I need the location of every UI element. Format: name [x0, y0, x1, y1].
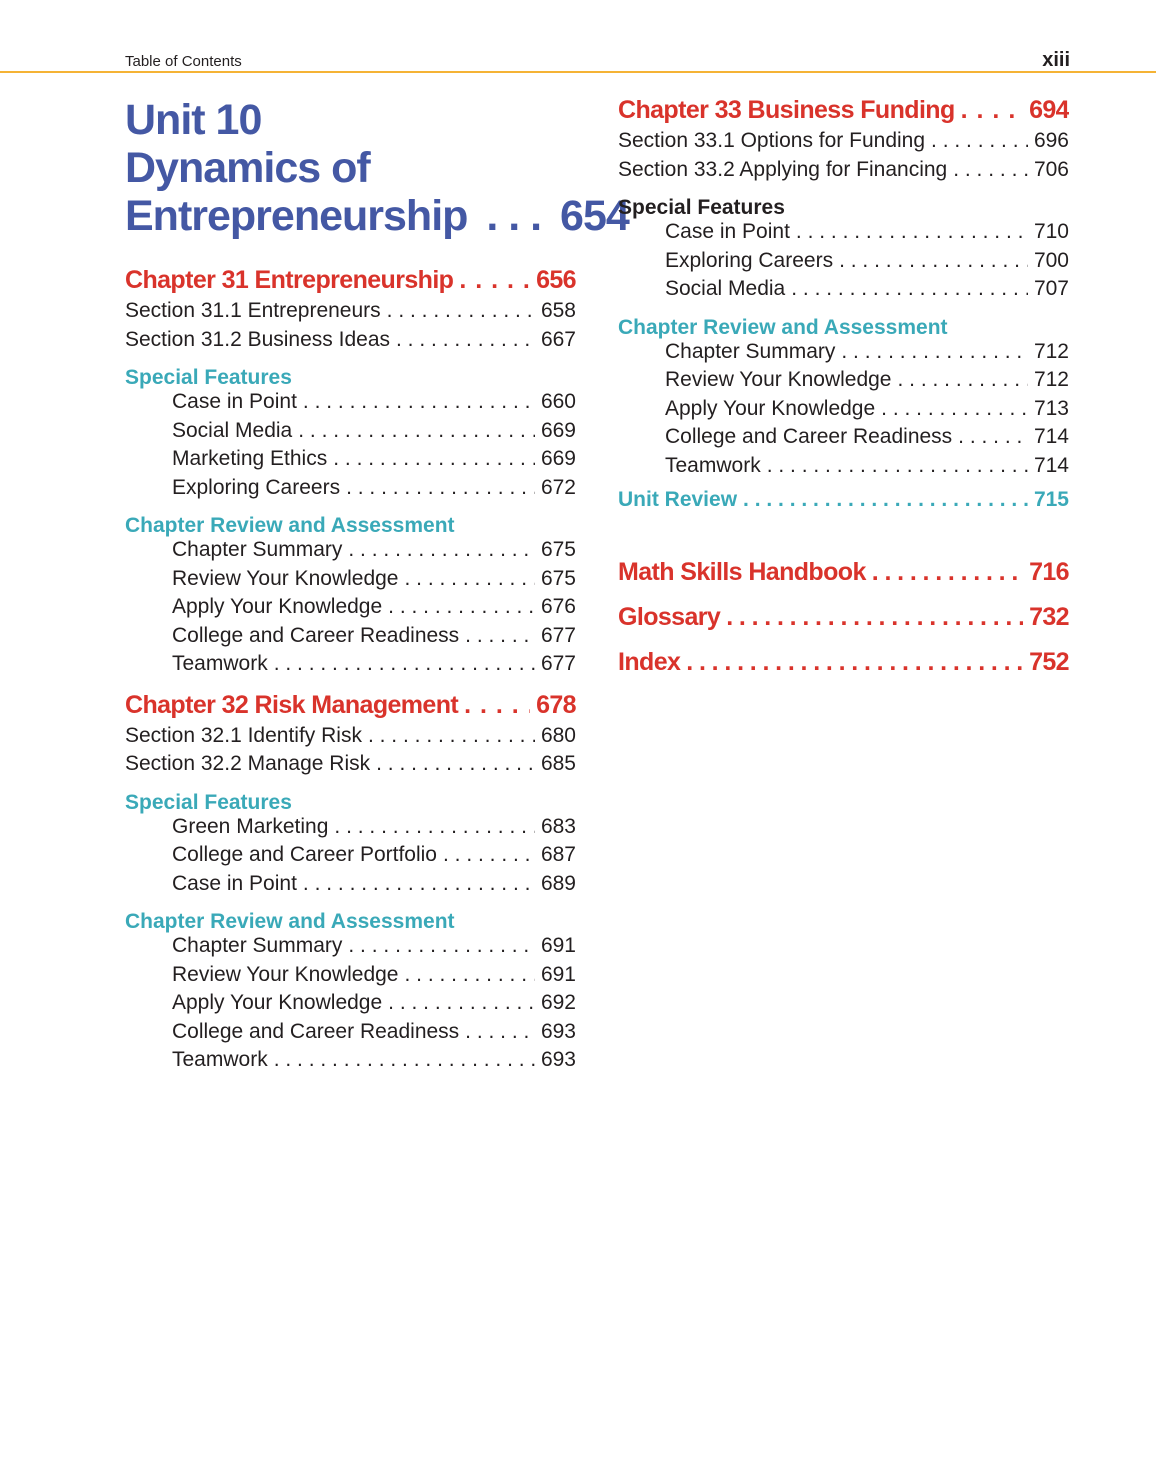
entry-label: Section 32.2 Manage Risk	[125, 752, 371, 775]
chapter-page: 656	[536, 266, 576, 294]
entry-label: Marketing Ethics	[172, 447, 328, 470]
unit-dots: . . .	[486, 192, 542, 240]
entry-page: 707	[1033, 277, 1069, 300]
entry-page: 696	[1033, 129, 1069, 152]
dot-leader	[443, 843, 535, 867]
entry-page: 669	[540, 418, 576, 442]
dot-leader	[303, 872, 535, 896]
dot-leader	[464, 691, 530, 720]
feature-entry[interactable]	[125, 815, 576, 844]
entry-label: Case in Point	[172, 390, 297, 413]
feature-entry[interactable]	[125, 447, 576, 476]
dot-leader	[881, 397, 1028, 421]
entry-label: Apply Your Knowledge	[172, 991, 383, 1014]
section-entry[interactable]	[125, 299, 576, 328]
entry-label: Teamwork	[172, 1048, 268, 1071]
entry-page: 685	[540, 752, 576, 775]
feature-entry[interactable]	[125, 476, 576, 505]
entry-page: 715	[1033, 488, 1069, 511]
entry-label: Social Media	[172, 418, 293, 442]
page-number: xiii	[1042, 49, 1070, 71]
entry-label: Apply Your Knowledge	[172, 595, 383, 618]
entry-page: 692	[540, 991, 576, 1014]
entry-label: College and Career Readiness	[665, 425, 953, 448]
feature-entry[interactable]	[125, 390, 576, 419]
entry-page: 676	[540, 595, 576, 618]
entry-page: 732	[1029, 603, 1069, 631]
dot-leader	[465, 624, 535, 648]
entry-page: 691	[540, 934, 576, 957]
entry-label: Teamwork	[665, 453, 761, 477]
dot-leader	[388, 991, 535, 1015]
section-entry[interactable]	[125, 724, 576, 753]
special-features-heading: Special Features	[618, 196, 785, 219]
dot-leader	[931, 129, 1028, 153]
entry-page: 689	[540, 871, 576, 895]
entry-label: College and Career Readiness	[172, 623, 460, 647]
feature-entry[interactable]	[125, 872, 576, 901]
entry-label: Chapter Summary	[172, 538, 343, 561]
dot-leader	[334, 815, 535, 839]
entry-label: Review Your Knowledge	[172, 566, 399, 590]
entry-page: 710	[1033, 220, 1069, 243]
unit-number: Unit 10	[125, 96, 262, 144]
unit-review-entry[interactable]	[618, 488, 1069, 520]
dot-leader	[841, 340, 1028, 364]
entry-page: 712	[1033, 368, 1069, 391]
entry-label: Glossary	[618, 603, 721, 631]
entry-page: 680	[540, 723, 576, 747]
feature-entry[interactable]	[618, 220, 1069, 249]
review-entry[interactable]	[618, 425, 1069, 454]
chapter-title: Chapter 32 Risk Management	[125, 690, 459, 719]
dot-leader	[958, 425, 1028, 449]
entry-label: Chapter Summary	[172, 934, 343, 957]
entry-label: College and Career Readiness	[172, 1019, 460, 1043]
entry-page: 660	[540, 390, 576, 413]
entry-page: 700	[1033, 248, 1069, 272]
entry-label: Section 31.1 Entrepreneurs	[125, 299, 381, 322]
entry-page: 693	[540, 1019, 576, 1043]
unit-title-row	[125, 192, 629, 240]
review-entry[interactable]	[125, 652, 576, 681]
entry-page: 691	[540, 962, 576, 986]
entry-page: 669	[540, 447, 576, 470]
dot-leader	[898, 368, 1028, 392]
review-entry[interactable]	[618, 454, 1069, 483]
entry-page: 716	[1029, 558, 1069, 586]
chapter-title: Chapter 31 Entrepreneurship	[125, 266, 454, 294]
dot-leader	[274, 1048, 535, 1072]
dot-leader	[767, 454, 1028, 478]
unit-title-line: Entrepreneurship	[125, 192, 468, 240]
chapter-32-entry[interactable]	[125, 691, 576, 724]
entry-page: 677	[540, 652, 576, 675]
review-entry[interactable]	[618, 340, 1069, 369]
dot-leader	[839, 249, 1028, 273]
entry-label: Review Your Knowledge	[172, 962, 399, 986]
entry-page: 677	[540, 623, 576, 647]
entry-label: Section 33.1 Options for Funding	[618, 129, 926, 152]
unit-page: 654	[560, 192, 629, 240]
glossary-entry[interactable]	[618, 603, 1069, 648]
entry-label: Teamwork	[172, 652, 268, 675]
entry-label: Exploring Careers	[172, 475, 341, 499]
special-features-heading: Special Features	[125, 790, 292, 814]
unit-title-line: Dynamics of	[125, 144, 370, 192]
dot-leader	[333, 447, 535, 471]
review-entry[interactable]	[618, 368, 1069, 397]
entry-label: Exploring Careers	[665, 248, 834, 272]
review-entry[interactable]	[125, 934, 576, 963]
running-header-title: Table of Contents	[125, 53, 242, 70]
dot-leader	[953, 158, 1028, 182]
review-entry[interactable]	[618, 397, 1069, 426]
index-entry[interactable]	[618, 648, 1069, 693]
dot-leader	[459, 266, 530, 295]
entry-label: Apply Your Knowledge	[665, 396, 876, 420]
entry-label: Chapter Summary	[665, 339, 836, 363]
dot-leader	[686, 648, 1023, 677]
chapter-review-heading: Chapter Review and Assessment	[618, 315, 948, 339]
feature-entry[interactable]	[618, 249, 1069, 278]
review-entry[interactable]	[125, 1048, 576, 1077]
math-skills-handbook-entry[interactable]	[618, 558, 1069, 603]
review-entry[interactable]	[125, 991, 576, 1020]
dot-leader	[791, 277, 1028, 301]
dot-leader	[346, 476, 535, 500]
dot-leader	[396, 328, 535, 352]
chapter-31-entry[interactable]	[125, 266, 576, 299]
dot-leader	[376, 752, 535, 776]
entry-page: 675	[540, 566, 576, 590]
unit-heading	[125, 96, 629, 240]
review-entry[interactable]	[125, 595, 576, 624]
entry-label: Section 33.2 Applying for Financing	[618, 157, 948, 181]
entry-page: 714	[1033, 453, 1069, 477]
review-entry[interactable]	[125, 1020, 576, 1049]
dot-leader	[303, 390, 535, 414]
entry-label: Review Your Knowledge	[665, 368, 892, 391]
entry-page: 706	[1033, 157, 1069, 181]
entry-label: Unit Review	[618, 488, 738, 511]
special-features-heading: Special Features	[125, 366, 292, 389]
entry-label: Section 32.1 Identify Risk	[125, 723, 362, 747]
feature-entry[interactable]	[125, 419, 576, 448]
entry-page: 675	[540, 538, 576, 561]
dot-leader	[726, 603, 1023, 632]
section-entry[interactable]	[125, 328, 576, 357]
feature-entry[interactable]	[125, 843, 576, 872]
chapter-page: 678	[536, 690, 576, 719]
entry-page: 712	[1033, 339, 1069, 363]
chapter-page: 694	[1029, 96, 1069, 124]
entry-label: College and Career Portfolio	[172, 843, 437, 866]
review-entry[interactable]	[125, 624, 576, 653]
header-rule	[0, 71, 1156, 73]
dot-leader	[405, 567, 535, 591]
section-entry[interactable]	[618, 158, 1069, 187]
review-entry[interactable]	[125, 538, 576, 567]
entry-page: 693	[540, 1048, 576, 1071]
dot-leader	[274, 652, 535, 676]
entry-label: Case in Point	[665, 220, 790, 243]
entry-page: 687	[540, 843, 576, 866]
review-entry[interactable]	[125, 963, 576, 992]
entry-page: 672	[540, 475, 576, 499]
entry-page: 667	[540, 327, 576, 351]
dot-leader	[743, 488, 1028, 512]
toc-left-column	[125, 96, 629, 1077]
dot-leader	[348, 538, 535, 562]
dot-leader	[961, 96, 1023, 125]
dot-leader	[465, 1020, 535, 1044]
dot-leader	[368, 724, 535, 748]
chapter-review-heading: Chapter Review and Assessment	[125, 514, 455, 537]
dot-leader	[298, 419, 535, 443]
entry-label: Math Skills Handbook	[618, 558, 866, 586]
entry-label: Green Marketing	[172, 814, 329, 838]
toc-right-column	[618, 96, 1069, 693]
chapter-33-entry[interactable]	[618, 96, 1069, 129]
dot-leader	[387, 299, 535, 323]
dot-leader	[405, 963, 535, 987]
dot-leader	[388, 595, 535, 619]
section-entry[interactable]	[125, 752, 576, 781]
entry-label: Social Media	[665, 277, 786, 300]
review-entry[interactable]	[125, 567, 576, 596]
feature-entry[interactable]	[618, 277, 1069, 306]
entry-label: Index	[618, 648, 681, 676]
entry-page: 752	[1029, 648, 1069, 676]
entry-page: 658	[540, 299, 576, 322]
entry-page: 683	[540, 814, 576, 838]
dot-leader	[348, 934, 535, 958]
dot-leader	[872, 558, 1023, 587]
chapter-title: Chapter 33 Business Funding	[618, 96, 955, 124]
dot-leader	[796, 220, 1028, 244]
entry-label: Case in Point	[172, 871, 297, 895]
chapter-review-heading: Chapter Review and Assessment	[125, 910, 455, 933]
entry-page: 714	[1033, 425, 1069, 448]
entry-page: 713	[1033, 396, 1069, 420]
section-entry[interactable]	[618, 129, 1069, 158]
entry-label: Section 31.2 Business Ideas	[125, 327, 391, 351]
